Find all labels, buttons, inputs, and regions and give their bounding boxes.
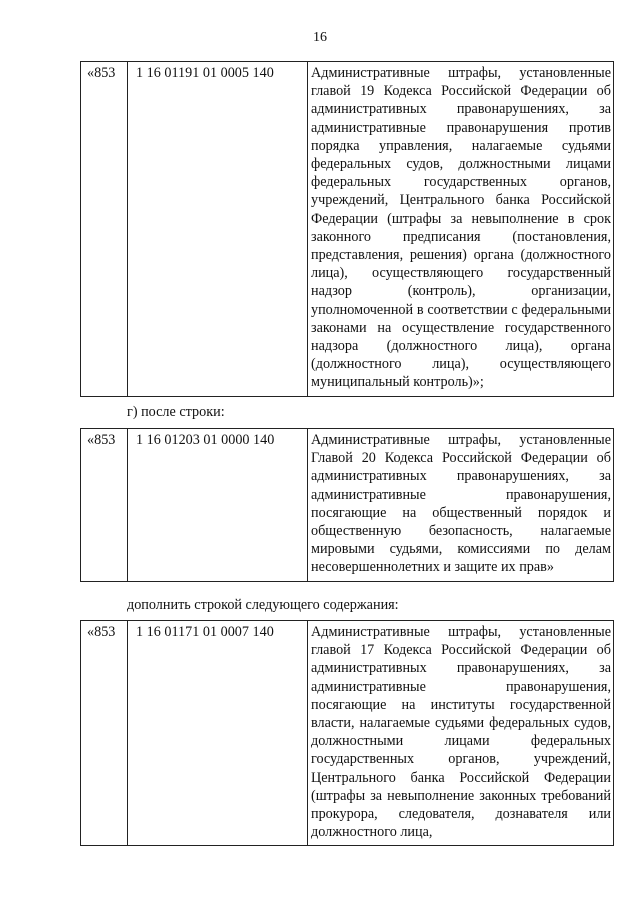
budget-code-table-3	[80, 620, 614, 846]
row-description: Административные штрафы, установленные главой 17 Кодекса Российской Федерации об административных правонарушениях, за административные правонарушения, посягающие на институты государственной власти, налагаемые судьями федеральных судов, должностными лицами федеральных государственных органов, учреждений, Центрального банка Российской Федерации (штрафы за невыполнение законных требований прокурора, следователя, дознавателя или должностного лица,	[308, 621, 614, 846]
instruction-add-row: дополнить строкой следующего содержания:	[127, 597, 399, 613]
budget-code: 1 16 01171 01 0007 140	[128, 621, 308, 846]
page-number: 16	[313, 30, 327, 45]
budget-code-table-1	[80, 61, 614, 397]
row-description: Административные штрафы, установленные Главой 20 Кодекса Российской Федерации об административных правонарушениях, за административные правонарушения, посягающие на общественный порядок и общественную безопасность, налагаемые мировыми судьями, комиссиями по делам несовершеннолетних и защите их прав»	[308, 429, 614, 582]
row-description: Административные штрафы, установленные главой 19 Кодекса Российской Федерации об административных правонарушениях, за административные правонарушения против порядка управления, налагаемые судьями федеральных судов, должностными лицами федеральных государственных органов, учреждений, Центрального банка Российской Федерации (штрафы за невыполнение в срок законного предписания (постановления, представления, решения) органа (должностного лица), осуществляющего государственный надзор (контроль), организации, уполномоченной в соответствии с федеральными законами на осуществление государственного надзора (должностного лица), органа (должностного лица), осуществляющего муниципальный контроль)»;	[308, 62, 614, 397]
table-row	[81, 62, 614, 397]
table-row	[81, 621, 614, 846]
row-number: «853	[81, 429, 128, 582]
row-number: «853	[81, 62, 128, 397]
table-row	[81, 429, 614, 582]
budget-code: 1 16 01191 01 0005 140	[128, 62, 308, 397]
budget-code-table-2	[80, 428, 614, 582]
budget-code: 1 16 01203 01 0000 140	[128, 429, 308, 582]
row-number: «853	[81, 621, 128, 846]
instruction-after-row: г) после строки:	[127, 404, 225, 420]
